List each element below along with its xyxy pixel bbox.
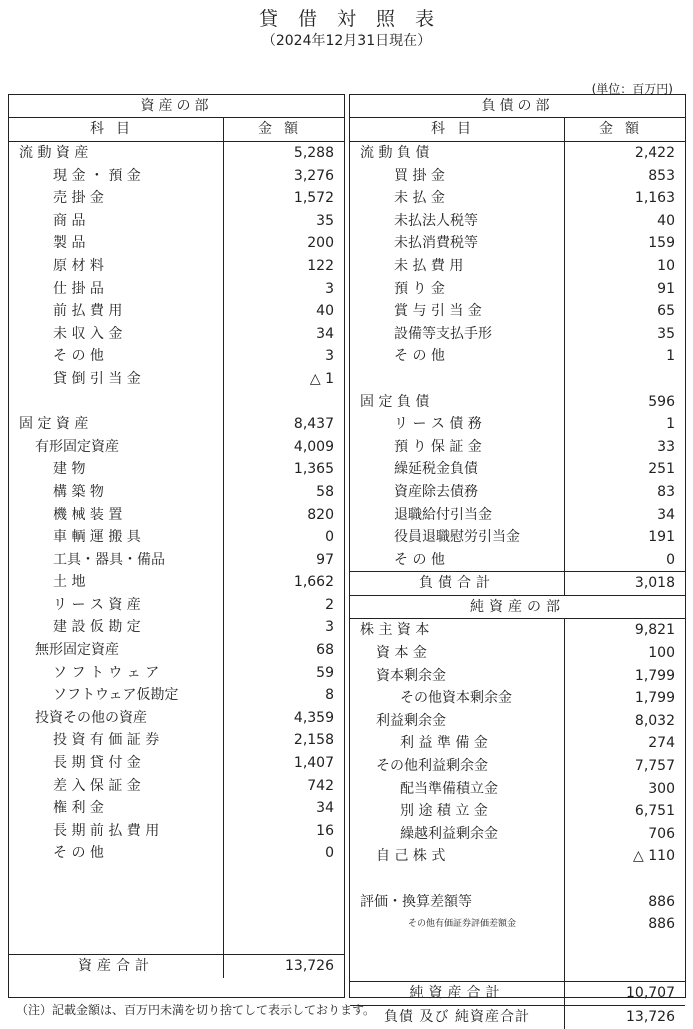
- table-row: [350, 891, 685, 914]
- row-amount: 2,158: [293, 732, 334, 749]
- row-label: 投資その他の資産: [9, 707, 224, 730]
- row-amount: 34: [316, 325, 334, 342]
- row-label: 未 収 入 金: [9, 323, 224, 346]
- liabilities-rows: [350, 142, 685, 571]
- liabilities-table: [349, 94, 686, 1026]
- unit-label: (単位：百万円): [591, 82, 673, 96]
- table-row: [9, 300, 344, 323]
- row-amount: 1,572: [293, 190, 334, 207]
- assets-section-header: 資産の部: [9, 95, 344, 118]
- table-row: [9, 165, 344, 188]
- row-label: 自 己 株 式: [350, 845, 565, 868]
- row-amount: 9,821: [634, 622, 675, 639]
- filler-row: [9, 865, 344, 954]
- liabilities-total-row: [350, 571, 685, 595]
- document-title: 貸借対照表: [258, 8, 454, 30]
- table-row: [350, 232, 685, 255]
- table-row: [350, 845, 685, 868]
- table-row: [350, 413, 685, 436]
- row-label: ソ フ ト ウ ェ ア: [9, 662, 224, 685]
- table-row: [350, 755, 685, 778]
- row-amount: 300: [648, 780, 675, 797]
- assets-rows: [9, 142, 344, 954]
- row-amount: 3: [325, 619, 334, 636]
- table-row: [9, 571, 344, 594]
- row-label: 工具・器具・備品: [9, 549, 224, 572]
- row-label: 差 入 保 証 金: [9, 775, 224, 798]
- row-label: 未 払 費 用: [350, 255, 565, 278]
- row-amount: 1: [666, 416, 675, 433]
- table-row: [350, 210, 685, 233]
- row-label: 役員退職慰労引当金: [350, 526, 565, 549]
- row-label: 預 り 金: [350, 278, 565, 301]
- row-amount: 35: [316, 212, 334, 229]
- row-label: ソフトウェア仮勘定: [9, 684, 224, 707]
- table-row: [350, 504, 685, 527]
- table-row: [350, 732, 685, 755]
- row-label: 現 金 ・ 預 金: [9, 165, 224, 188]
- row-label: 流 動 負 債: [350, 142, 565, 165]
- row-label: その他有価証券評価差額金: [350, 913, 565, 936]
- row-label: そ の 他: [9, 842, 224, 865]
- row-label: 機 械 装 置: [9, 504, 224, 527]
- row-label: 資本剰余金: [350, 665, 565, 688]
- row-amount: 274: [648, 735, 675, 752]
- row-amount: △ 110: [633, 848, 675, 865]
- row-label: 建 設 仮 勘 定: [9, 616, 224, 639]
- table-row: [9, 391, 344, 414]
- row-label: 株 主 資 本: [350, 619, 565, 642]
- table-row: [9, 436, 344, 459]
- row-label: 未払法人税等: [350, 210, 565, 233]
- filler-cell: [350, 936, 565, 982]
- table-row: [9, 255, 344, 278]
- row-label: 退職給付引当金: [350, 504, 565, 527]
- row-label: 賞 与 引 当 金: [350, 300, 565, 323]
- row-label: そ の 他: [350, 549, 565, 572]
- row-label: 繰延税金負債: [350, 458, 565, 481]
- table-row: [9, 729, 344, 752]
- row-label: 投 資 有 価 証 券: [9, 729, 224, 752]
- row-label: 利 益 準 備 金: [350, 732, 565, 755]
- col-amount: 金額: [258, 121, 310, 137]
- row-amount: 40: [657, 212, 675, 229]
- row-label: リ ー ス 資 産: [9, 594, 224, 617]
- row-amount: [224, 391, 344, 414]
- row-amount: 742: [307, 777, 334, 794]
- row-amount: 7,757: [634, 758, 675, 775]
- row-amount: 83: [657, 483, 675, 500]
- row-label: 建 物: [9, 458, 224, 481]
- row-label: 未払消費税等: [350, 232, 565, 255]
- row-label: 流 動 資 産: [9, 142, 224, 165]
- row-amount: 1: [666, 348, 675, 365]
- liabilities-total-amount: 3,018: [634, 575, 675, 592]
- row-amount: 1,799: [634, 667, 675, 684]
- row-label: 無形固定資産: [9, 639, 224, 662]
- row-label: 設備等支払手形: [350, 323, 565, 346]
- row-label: 前 払 費 用: [9, 300, 224, 323]
- table-row: [350, 391, 685, 414]
- row-label: 別 途 積 立 金: [350, 800, 565, 823]
- table-row: [9, 142, 344, 165]
- table-row: [9, 775, 344, 798]
- table-row: [9, 210, 344, 233]
- table-row: [9, 481, 344, 504]
- table-row: [350, 619, 685, 642]
- row-amount: 886: [648, 893, 675, 910]
- row-label: 構 築 物: [9, 481, 224, 504]
- table-row: [9, 842, 344, 865]
- row-label: 有形固定資産: [9, 436, 224, 459]
- row-amount: 0: [325, 845, 334, 862]
- row-amount: 191: [648, 529, 675, 546]
- table-row: [350, 823, 685, 846]
- table-row: [350, 549, 685, 572]
- row-label: リ ー ス 債 務: [350, 413, 565, 436]
- assets-total-label: 資産合計: [9, 955, 224, 978]
- row-label: [9, 391, 224, 414]
- row-amount: 3: [325, 280, 334, 297]
- row-label: 買 掛 金: [350, 165, 565, 188]
- grand-total-row: [350, 1005, 685, 1029]
- row-label: 原 材 料: [9, 255, 224, 278]
- net-assets-total-amount: 10,707: [626, 985, 675, 1002]
- row-label: 仕 掛 品: [9, 278, 224, 301]
- table-row: [9, 232, 344, 255]
- table-row: [9, 504, 344, 527]
- liabilities-section-header: 負債の部: [350, 95, 685, 118]
- row-label: 固 定 資 産: [9, 413, 224, 436]
- row-amount: 8: [325, 687, 334, 704]
- row-amount: 596: [648, 393, 675, 410]
- table-row: [9, 797, 344, 820]
- table-row: [350, 187, 685, 210]
- row-amount: 6,751: [634, 803, 675, 820]
- table-row: [350, 345, 685, 368]
- row-amount: 0: [666, 551, 675, 568]
- row-amount: 0: [325, 529, 334, 546]
- row-amount: 100: [648, 645, 675, 662]
- table-row: [9, 639, 344, 662]
- row-amount: 34: [316, 800, 334, 817]
- table-row: [350, 436, 685, 459]
- table-row: [9, 458, 344, 481]
- row-amount: 3,276: [293, 167, 334, 184]
- row-amount: 58: [316, 483, 334, 500]
- row-label: そ の 他: [350, 345, 565, 368]
- table-row: [9, 594, 344, 617]
- row-amount: 5,288: [293, 145, 334, 161]
- table-row: [9, 345, 344, 368]
- table-row: [350, 278, 685, 301]
- row-amount: 4,359: [293, 709, 334, 726]
- row-amount: 33: [657, 438, 675, 455]
- col-item: 科目: [9, 118, 224, 141]
- table-row: [350, 300, 685, 323]
- grand-total-label: 負債 及び 純資産合計: [350, 1006, 565, 1029]
- table-row: [350, 687, 685, 710]
- table-row: [350, 481, 685, 504]
- row-label: そ の 他: [9, 345, 224, 368]
- table-row: [350, 642, 685, 665]
- table-row: [9, 684, 344, 707]
- row-label: 配当準備積立金: [350, 778, 565, 801]
- table-row: [350, 142, 685, 165]
- row-label: 評価・換算差額等: [350, 891, 565, 914]
- row-label: 繰越利益剰余金: [350, 823, 565, 846]
- row-label: 利益剰余金: [350, 710, 565, 733]
- footnote: （注）記載金額は、百万円未満を切り捨てして表示しております。: [16, 1003, 376, 1017]
- row-label: 土 地: [9, 571, 224, 594]
- row-label: 未 払 金: [350, 187, 565, 210]
- table-row: [350, 710, 685, 733]
- row-label: 長 期 前 払 費 用: [9, 820, 224, 843]
- table-row: [350, 526, 685, 549]
- document-date: （2024年12月31日現在）: [261, 33, 432, 49]
- row-amount: △ 1: [309, 370, 334, 387]
- liabilities-total-label: 負債合計: [350, 572, 565, 595]
- row-amount: 1,662: [293, 574, 334, 591]
- row-amount: 1,799: [634, 690, 675, 707]
- row-amount: 159: [648, 235, 675, 252]
- assets-total-row: [9, 954, 344, 978]
- net-assets-total-row: [350, 981, 685, 1005]
- table-row: [9, 707, 344, 730]
- row-amount: 91: [657, 280, 675, 297]
- assets-column-header: [9, 118, 344, 142]
- grand-total-amount: 13,726: [626, 1009, 675, 1026]
- row-amount: 10: [657, 257, 675, 274]
- liabilities-column-header: [350, 118, 685, 142]
- table-row: [350, 165, 685, 188]
- filler-row: [350, 936, 685, 982]
- row-amount: 65: [657, 303, 675, 320]
- net-assets-section-header: [350, 595, 685, 619]
- table-row: [350, 800, 685, 823]
- table-row: [350, 868, 685, 891]
- row-amount: 68: [316, 642, 334, 659]
- row-amount: 3: [325, 348, 334, 365]
- row-amount: 35: [657, 325, 675, 342]
- row-amount: 8,032: [634, 712, 675, 729]
- table-row: [9, 752, 344, 775]
- row-amount: 251: [648, 461, 675, 478]
- row-label: 製 品: [9, 232, 224, 255]
- row-amount: 2: [325, 596, 334, 613]
- row-amount: 1,365: [293, 461, 334, 478]
- table-row: [350, 913, 685, 936]
- row-amount: 886: [648, 916, 675, 933]
- table-row: [9, 820, 344, 843]
- row-amount: 97: [316, 551, 334, 568]
- table-row: [350, 458, 685, 481]
- row-amount: [565, 868, 685, 891]
- row-label: 商 品: [9, 210, 224, 233]
- table-row: [9, 323, 344, 346]
- row-amount: 4,009: [293, 438, 334, 455]
- row-label: 権 利 金: [9, 797, 224, 820]
- table-row: [350, 255, 685, 278]
- col-item: 科目: [350, 118, 565, 141]
- row-label: 売 掛 金: [9, 187, 224, 210]
- row-amount: 706: [648, 825, 675, 842]
- table-row: [350, 323, 685, 346]
- row-label: 貸 倒 引 当 金: [9, 368, 224, 391]
- row-amount: 59: [316, 664, 334, 681]
- row-label: 資産除去債務: [350, 481, 565, 504]
- table-row: [9, 616, 344, 639]
- row-label: その他資本剰余金: [350, 687, 565, 710]
- row-amount: 2,422: [634, 145, 675, 161]
- row-label: 固 定 負 債: [350, 391, 565, 414]
- row-label: その他利益剰余金: [350, 755, 565, 778]
- row-label: 預 り 保 証 金: [350, 436, 565, 459]
- row-amount: 122: [307, 257, 334, 274]
- table-row: [9, 526, 344, 549]
- row-amount: 1,407: [293, 755, 334, 772]
- assets-total-amount: 13,726: [285, 958, 334, 974]
- net-assets-rows: [350, 618, 685, 981]
- row-amount: 820: [307, 506, 334, 523]
- table-row: [9, 278, 344, 301]
- row-amount: 40: [316, 303, 334, 320]
- row-amount: 200: [307, 235, 334, 252]
- row-amount: [565, 368, 685, 391]
- net-assets-total-label: 純資産合計: [350, 982, 565, 1005]
- filler-cell: [9, 865, 224, 954]
- row-label: 車 輌 運 搬 具: [9, 526, 224, 549]
- table-row: [9, 662, 344, 685]
- row-amount: 34: [657, 506, 675, 523]
- table-row: [9, 549, 344, 572]
- row-label: [350, 368, 565, 391]
- row-label: [350, 868, 565, 891]
- row-amount: 8,437: [293, 416, 334, 433]
- table-row: [350, 665, 685, 688]
- row-label: 長 期 貸 付 金: [9, 752, 224, 775]
- assets-table: [8, 94, 345, 998]
- col-amount: 金額: [599, 121, 651, 137]
- row-amount: 853: [648, 167, 675, 184]
- table-row: [9, 413, 344, 436]
- row-label: 資 本 金: [350, 642, 565, 665]
- net-assets-section-label: 純資産の部: [470, 598, 565, 615]
- table-row: [9, 187, 344, 210]
- table-row: [350, 778, 685, 801]
- row-amount: 16: [316, 822, 334, 839]
- table-row: [350, 368, 685, 391]
- row-amount: 1,163: [634, 190, 675, 207]
- table-row: [9, 368, 344, 391]
